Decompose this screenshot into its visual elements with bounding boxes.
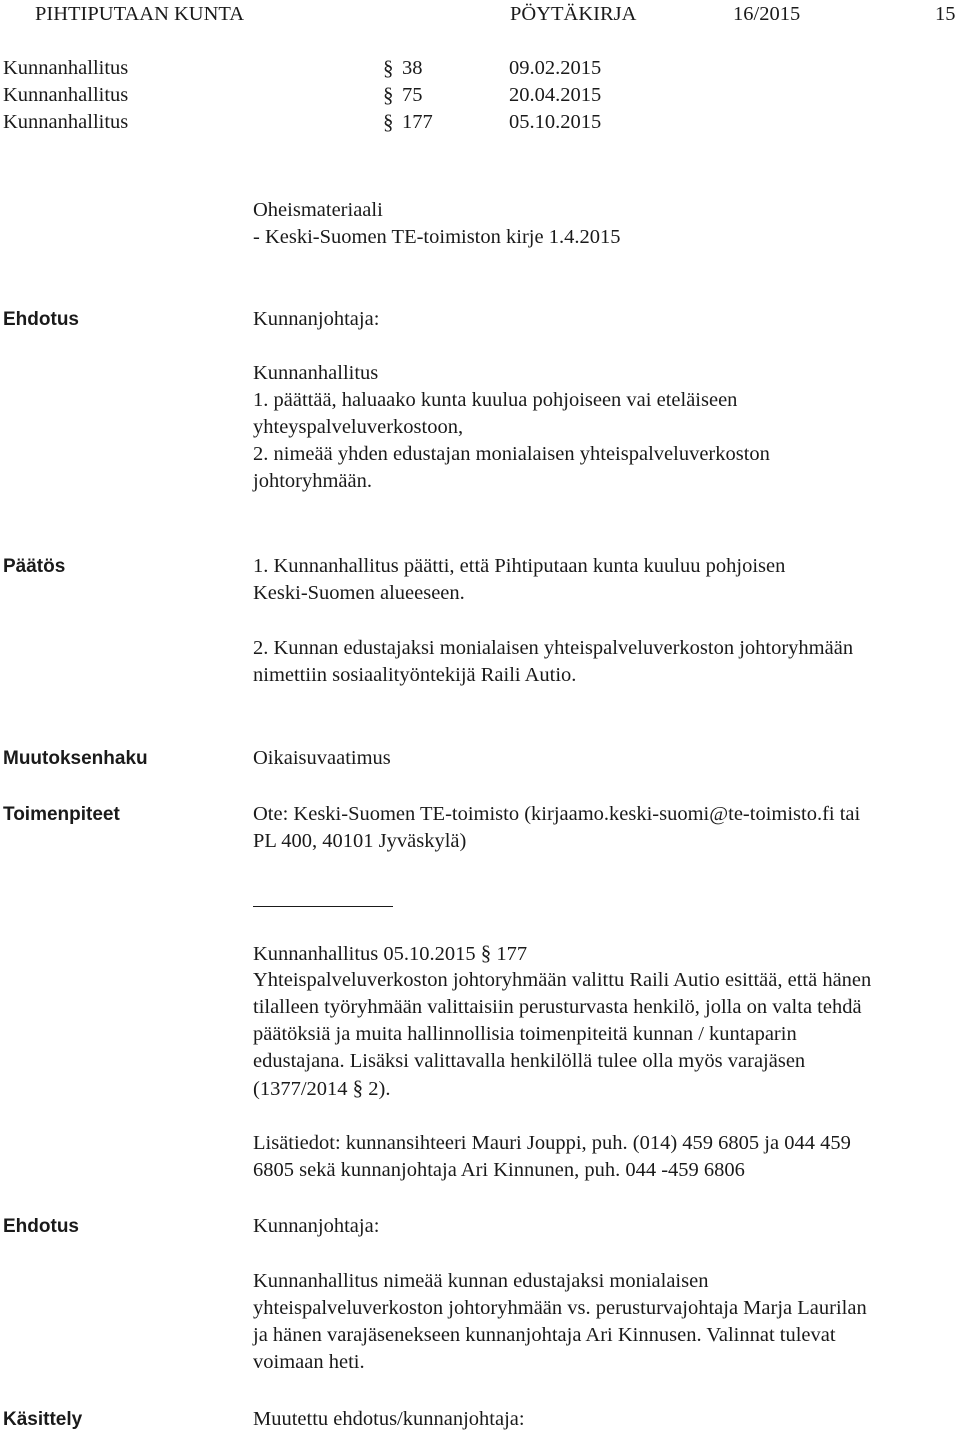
law-reference	[253, 1075, 390, 1103]
info-line: 6805 sekä kunnanjohtaja Ari Kinnunen, puh. 044 -459 6806	[253, 1159, 745, 1181]
proposal-line: ja hänen varajäsenekseen kunnanjohtaja Ari Kinnusen. Valinnat tulevat	[253, 1324, 836, 1346]
actions-line: PL 400, 40101 Jyväskylä)	[253, 830, 467, 852]
attachment-title: Oheismateriaali	[253, 199, 383, 221]
reference-date: 20.04.2015	[509, 84, 602, 106]
reference-number: 177	[402, 111, 433, 133]
meeting-reference	[253, 940, 527, 968]
document-type: PÖYTÄKIRJA	[510, 3, 637, 25]
municipality-name: PIHTIPUTAAN KUNTA	[35, 3, 245, 25]
proposal-author: Kunnanjohtaja:	[253, 1215, 380, 1237]
appeal-text: Oikaisuvaatimus	[253, 747, 391, 769]
proposal-line: Kunnanhallitus nimeää kunnan edustajaksi monialaisen	[253, 1270, 709, 1292]
reference-body: Kunnanhallitus	[3, 84, 129, 106]
body-line: edustajana. Lisäksi valittavalla henkilöllä tulee olla myös varajäsen	[253, 1050, 806, 1072]
meeting-reference-prefix: Kunnanhallitus 05.10.2015	[253, 943, 476, 965]
section-divider	[253, 906, 393, 907]
proposal-line: voimaan heti.	[253, 1351, 365, 1373]
decision-line: Keski-Suomen alueeseen.	[253, 582, 465, 604]
body-line: päätöksiä ja muita hallinnollisia toimenpiteitä kunnan / kuntaparin	[253, 1023, 797, 1045]
proposal-line: 1. päättää, haluaako kunta kuulua pohjoiseen vai eteläiseen	[253, 389, 738, 411]
proposal-author: Kunnanjohtaja:	[253, 308, 380, 330]
actions-line: Ote: Keski-Suomen TE-toimisto (kirjaamo.keski-suomi@te-toimisto.fi tai	[253, 803, 861, 825]
handling-label: Käsittely	[3, 1409, 83, 1430]
decision-line: 1. Kunnanhallitus päätti, että Pihtiputaan kunta kuuluu pohjoisen	[253, 555, 786, 577]
proposal-line: Kunnanhallitus	[253, 362, 379, 384]
actions-label: Toimenpiteet	[3, 804, 120, 825]
section-sign: §	[383, 110, 394, 134]
handling-text: Muutettu ehdotus/kunnanjohtaja:	[253, 1408, 525, 1430]
reference-body: Kunnanhallitus	[3, 57, 129, 79]
law-reference-suffix: 2).	[368, 1078, 391, 1100]
appeal-label: Muutoksenhaku	[3, 748, 148, 769]
proposal-line: johtoryhmään.	[253, 470, 372, 492]
decision-line: 2. Kunnan edustajaksi monialaisen yhteispalveluverkoston johtoryhmään	[253, 637, 854, 659]
reference-number: 38	[402, 57, 423, 79]
section-sign: §	[480, 941, 492, 965]
section-sign: §	[383, 56, 394, 80]
law-reference-prefix: (1377/2014	[253, 1078, 348, 1100]
body-line: tilalleen työryhmään valittaisiin perusturvasta henkilö, jolla on valta tehdä	[253, 996, 862, 1018]
decision-label: Päätös	[3, 556, 66, 577]
proposal-line: yhteyspalveluverkostoon,	[253, 416, 464, 438]
proposal-label: Ehdotus	[3, 309, 79, 330]
section-sign: §	[352, 1076, 364, 1100]
reference-number: 75	[402, 84, 423, 106]
proposal-line: yhteispalveluverkoston johtoryhmään vs. perusturvajohtaja Marja Laurilan	[253, 1297, 867, 1319]
section-sign: §	[383, 83, 394, 107]
reference-body: Kunnanhallitus	[3, 111, 129, 133]
attachment-item: - Keski-Suomen TE-toimiston kirje 1.4.2015	[253, 226, 621, 248]
proposal-line: 2. nimeää yhden edustajan monialaisen yhteispalveluverkoston	[253, 443, 770, 465]
proposal-label: Ehdotus	[3, 1216, 79, 1237]
reference-date: 05.10.2015	[509, 111, 602, 133]
document-number: 16/2015	[733, 3, 801, 25]
decision-line: nimettiin sosiaalityöntekijä Raili Autio.	[253, 664, 577, 686]
reference-date: 09.02.2015	[509, 57, 602, 79]
info-line: Lisätiedot: kunnansihteeri Mauri Jouppi, puh. (014) 459 6805 ja 044 459	[253, 1132, 851, 1154]
page-number: 15	[935, 3, 956, 25]
body-line: Yhteispalveluverkoston johtoryhmään valittu Raili Autio esittää, että hänen	[253, 969, 872, 991]
meeting-reference-number: 177	[496, 943, 528, 965]
